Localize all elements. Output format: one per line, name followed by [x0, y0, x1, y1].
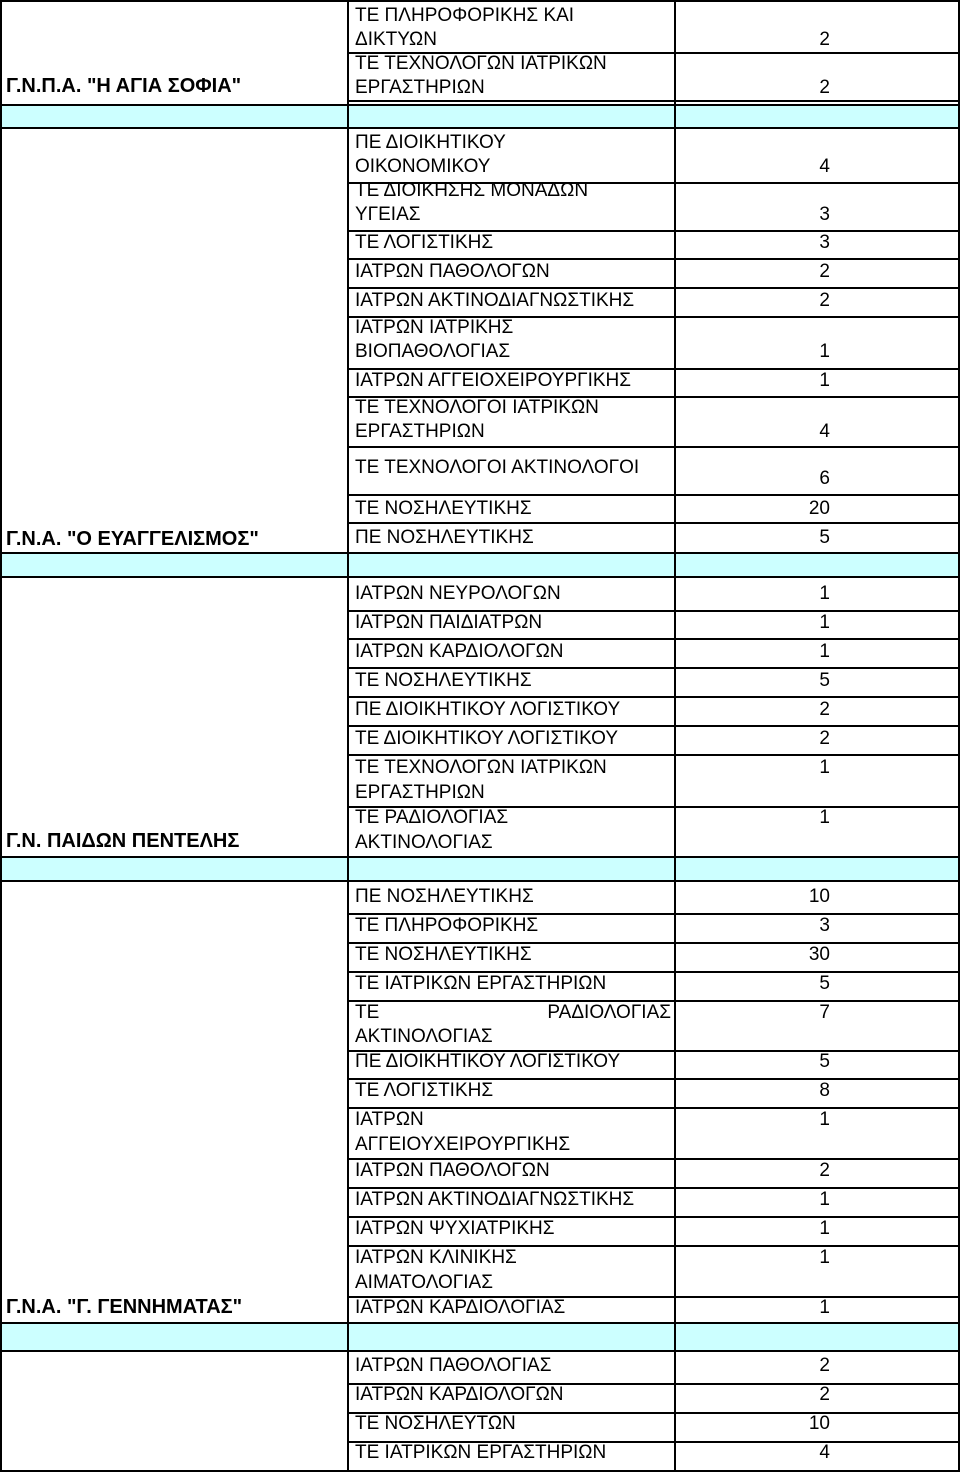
position-count: 6 [819, 468, 830, 489]
position-count: 3 [819, 232, 830, 253]
specialty-label: ΠΕ ΝΟΣΗΛΕΥΤΙΚΗΣ [355, 527, 534, 548]
row-border [0, 880, 960, 882]
specialty-label: ΤΕ ΡΑΔΙΟΛΟΓΙΑΣ [355, 807, 509, 828]
specialty-label: ΤΕ ΤΕΧΝΟΛΟΓΟΙ ΙΑΤΡΙΚΩΝ [355, 397, 599, 418]
specialty-label: ΙΑΤΡΩΝ ΨΥΧΙΑΤΡΙΚΗΣ [355, 1218, 555, 1239]
cell-border [347, 522, 958, 524]
specialty-label: ΑΚΤΙΝΟΛΟΓΙΑΣ [355, 832, 493, 853]
specialty-label: ΕΡΓΑΣΤΗΡΙΩΝ [355, 77, 485, 98]
position-count: 2 [819, 29, 830, 50]
cell-border [347, 1107, 958, 1109]
position-count: 10 [808, 886, 830, 907]
specialty-label: ΤΕ ΝΟΣΗΛΕΥΤΩΝ [355, 1413, 516, 1434]
row-border [0, 1350, 960, 1352]
hospital-name: Γ.Ν. ΠΑΙΔΩΝ ΠΕΝΤΕΛΗΣ [6, 830, 240, 852]
position-count: 1 [819, 612, 830, 633]
position-count: 2 [819, 728, 830, 749]
position-count: 2 [819, 1384, 830, 1405]
position-count: 3 [819, 915, 830, 936]
row-border [0, 576, 960, 578]
specialty-label: ΔΙΚΤΥΩΝ [355, 29, 437, 50]
specialty-label: ΤΕ ΙΑΤΡΙΚΩΝ ΕΡΓΑΣΤΗΡΙΩΝ [355, 973, 607, 994]
position-count: 7 [819, 1002, 830, 1023]
cell-border [347, 446, 958, 448]
position-count: 4 [819, 156, 830, 177]
position-count: 2 [819, 1355, 830, 1376]
specialty-label: ΤΕ ΔΙΟΙΚΗΤΙΚΟΥ ΛΟΓΙΣΤΙΚΟΥ [355, 728, 619, 749]
position-count: 5 [819, 973, 830, 994]
specialty-label: ΙΑΤΡΩΝ ΠΑΘΟΛΟΓΩΝ [355, 1160, 550, 1181]
specialty-label: ΙΑΤΡΩΝ ΠΑΘΟΛΟΓΩΝ [355, 261, 550, 282]
specialty-label: ΤΕ ΠΛΗΡΟΦΟΡΙΚΗΣ [355, 915, 539, 936]
specialty-label: ΤΕ ΛΟΓΙΣΤΙΚΗΣ [355, 232, 494, 253]
specialty-label: ΙΑΤΡΩΝ ΙΑΤΡΙΚΗΣ [355, 317, 514, 338]
specialty-label: ΙΑΤΡΩΝ ΑΚΤΙΝΟΔΙΑΓΝΩΣΤΙΚΗΣ [355, 1189, 635, 1210]
specialty-label: ΑΚΤΙΝΟΛΟΓΙΑΣ [355, 1026, 493, 1047]
specialty-label: ΑΓΓΕΙΟΥΧΕΙΡΟΥΡΓΙΚΗΣ [355, 1134, 571, 1155]
specialty-label: ΤΕ ΝΟΣΗΛΕΥΤΙΚΗΣ [355, 670, 532, 691]
specialty-label: ΤΕ ΝΟΣΗΛΕΥΤΙΚΗΣ [355, 944, 532, 965]
section-separator-band [2, 104, 958, 127]
position-count: 20 [808, 498, 830, 519]
specialty-label: ΤΕ ΔΙΟΙΚΗΣΗΣ ΜΟΝΑΔΩΝ [355, 180, 589, 201]
position-count: 2 [819, 290, 830, 311]
specialty-label: ΒΙΟΠΑΘΟΛΟΓΙΑΣ [355, 341, 511, 362]
specialty-label [355, 1001, 671, 1025]
specialty-label: ΙΑΤΡΩΝ ΚΑΡΔΙΟΛΟΓΩΝ [355, 1384, 564, 1405]
specialty-word: ΡΑΔΙΟΛΟΓΙΑΣ [547, 1002, 671, 1023]
position-count: 1 [819, 583, 830, 604]
specialty-label: ΠΕ ΔΙΟΙΚΗΤΙΚΟΥ [355, 132, 506, 153]
cell-border [347, 856, 958, 858]
specialty-label: ΤΕ ΙΑΤΡΙΚΩΝ ΕΡΓΑΣΤΗΡΙΩΝ [355, 1442, 607, 1463]
position-count: 2 [819, 699, 830, 720]
position-count: 5 [819, 527, 830, 548]
position-count: 10 [808, 1413, 830, 1434]
section-separator-band [2, 1322, 958, 1350]
position-count: 30 [808, 944, 830, 965]
cell-border [347, 552, 958, 554]
specialty-label: ΙΑΤΡΩΝ ΑΚΤΙΝΟΔΙΑΓΝΩΣΤΙΚΗΣ [355, 290, 635, 311]
position-count: 1 [819, 1189, 830, 1210]
specialty-label: ΕΡΓΑΣΤΗΡΙΩΝ [355, 782, 485, 803]
row-border [0, 104, 960, 106]
position-count: 4 [819, 421, 830, 442]
position-count: 4 [819, 1442, 830, 1463]
row-border [0, 127, 960, 129]
specialty-label: ΙΑΤΡΩΝ ΝΕΥΡΟΛΟΓΩΝ [355, 583, 561, 604]
specialty-label: ΙΑΤΡΩΝ [355, 1109, 424, 1130]
specialty-label: ΤΕ ΤΕΧΝΟΛΟΓΩΝ ΙΑΤΡΙΚΩΝ [355, 53, 607, 74]
position-count: 1 [819, 757, 830, 778]
specialty-word: ΤΕ [355, 1002, 380, 1023]
specialty-label: ΤΕ ΝΟΣΗΛΕΥΤΙΚΗΣ [355, 498, 532, 519]
specialty-label: ΑΙΜΑΤΟΛΟΓΙΑΣ [355, 1272, 493, 1293]
column-border [0, 0, 2, 1472]
position-count: 2 [819, 261, 830, 282]
position-count: 1 [819, 1247, 830, 1268]
position-count: 1 [819, 1297, 830, 1318]
row-border [0, 0, 960, 2]
specialty-label: ΤΕ ΤΕΧΝΟΛΟΓΩΝ ΙΑΤΡΙΚΩΝ [355, 757, 607, 778]
specialty-label: ΙΑΤΡΩΝ ΚΑΡΔΙΟΛΟΓΩΝ [355, 641, 564, 662]
specialty-label: ΤΕ ΛΟΓΙΣΤΙΚΗΣ [355, 1080, 494, 1101]
specialty-label: ΥΓΕΙΑΣ [355, 204, 421, 225]
column-border [674, 0, 676, 1472]
specialty-label: ΤΕ ΤΕΧΝΟΛΟΓΟΙ ΑΚΤΙΝΟΛΟΓΟΙ [355, 457, 640, 478]
position-count: 3 [819, 204, 830, 225]
specialty-label: ΙΑΤΡΩΝ ΑΓΓΕΙΟΧΕΙΡΟΥΡΓΙΚΗΣ [355, 370, 632, 391]
position-count: 5 [819, 670, 830, 691]
section-separator-band [2, 856, 958, 880]
specialty-label: ΙΑΤΡΩΝ ΚΑΡΔΙΟΛΟΓΙΑΣ [355, 1297, 566, 1318]
cell-border [347, 1322, 958, 1324]
specialty-label: ΙΑΤΡΩΝ ΠΑΙΔΙΑΤΡΩΝ [355, 612, 543, 633]
specialty-label: ΠΕ ΔΙΟΙΚΗΤΙΚΟΥ ΛΟΓΙΣΤΙΚΟΥ [355, 699, 621, 720]
hospital-name: Γ.Ν.Α. "Γ. ΓΕΝΝΗΜΑΤΑΣ" [6, 1296, 243, 1318]
section-separator-band [2, 552, 958, 576]
specialty-label: ΙΑΤΡΩΝ ΚΛΙΝΙΚΗΣ [355, 1247, 517, 1268]
hospital-name: Γ.Ν.Π.Α. "Η ΑΓΙΑ ΣΟΦΙΑ" [6, 75, 242, 97]
specialty-label: ΟΙΚΟΝΟΜΙΚΟΥ [355, 156, 491, 177]
specialty-label: ΤΕ ΠΛΗΡΟΦΟΡΙΚΗΣ ΚΑΙ [355, 5, 575, 26]
position-count: 8 [819, 1080, 830, 1101]
position-count: 1 [819, 1218, 830, 1239]
cell-border [347, 100, 958, 102]
specialty-label: ΕΡΓΑΣΤΗΡΙΩΝ [355, 421, 485, 442]
position-count: 5 [819, 1051, 830, 1072]
position-count: 1 [819, 341, 830, 362]
position-count: 1 [819, 641, 830, 662]
position-count: 2 [819, 1160, 830, 1181]
specialty-label: ΠΕ ΔΙΟΙΚΗΤΙΚΟΥ ΛΟΓΙΣΤΙΚΟΥ [355, 1051, 621, 1072]
column-border [347, 0, 349, 1472]
position-count: 1 [819, 370, 830, 391]
position-count: 1 [819, 807, 830, 828]
hospital-name: Γ.Ν.Α. "Ο ΕΥΑΓΓΕΛΙΣΜΟΣ" [6, 528, 259, 550]
specialty-label: ΙΑΤΡΩΝ ΠΑΘΟΛΟΓΙΑΣ [355, 1355, 552, 1376]
cell-border [347, 494, 958, 496]
specialty-label: ΠΕ ΝΟΣΗΛΕΥΤΙΚΗΣ [355, 886, 534, 907]
position-count: 2 [819, 77, 830, 98]
position-count: 1 [819, 1109, 830, 1130]
